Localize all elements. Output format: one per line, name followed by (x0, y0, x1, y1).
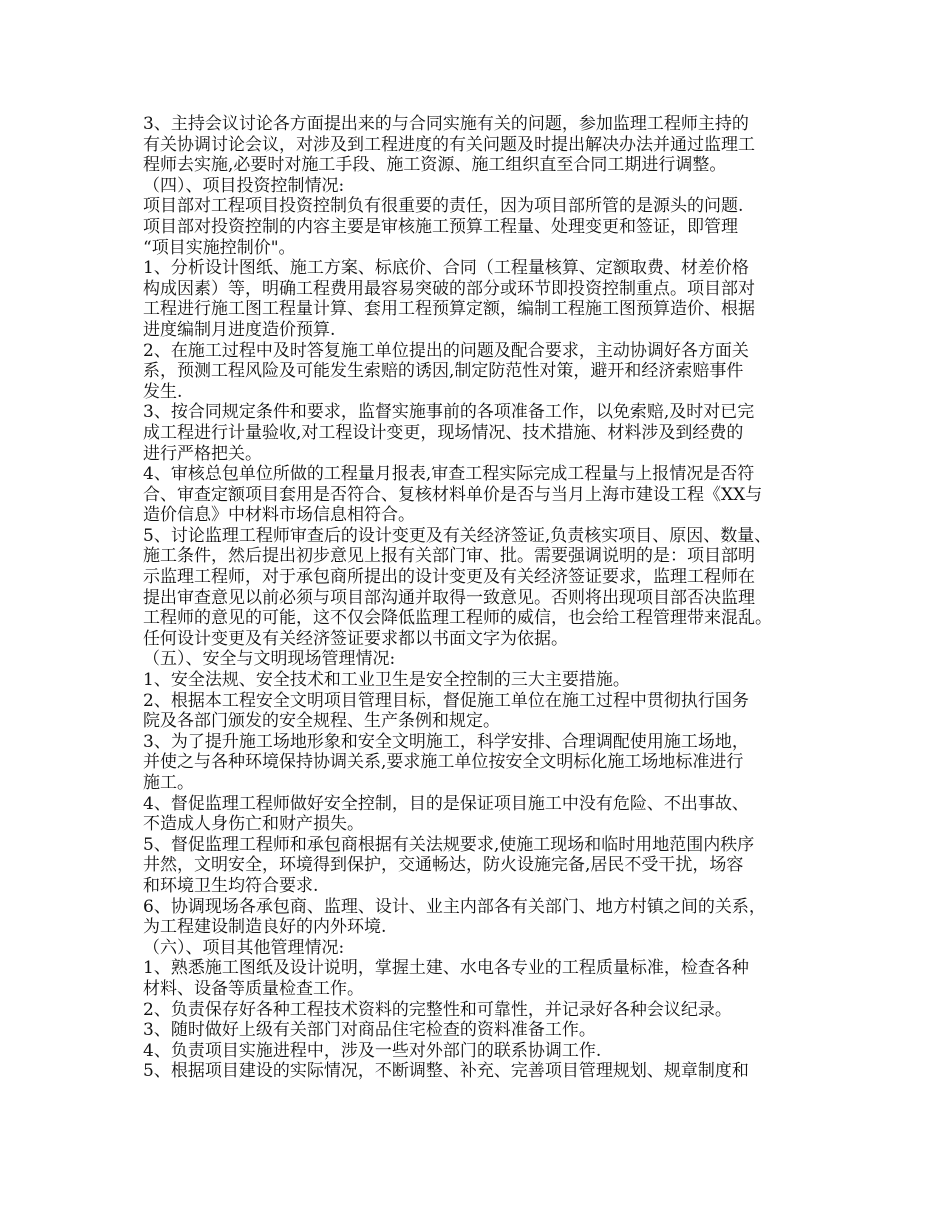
text-line: 5、根据项目建设的实际情况，不断调整、补充、完善项目管理规划、规章制度和 (143, 1061, 749, 1082)
text-line: 1、熟悉施工图纸及设计说明，掌握土建、水电各专业的工程质量标准，检查各种 (143, 958, 749, 979)
text-line: 2、在施工过程中及时答复施工单位提出的问题及配合要求，主动协调好各方面关 (143, 340, 749, 361)
text-line: 进行严格把关。 (143, 443, 262, 464)
text-line: 系，预测工程风险及可能发生索赔的诱因,制定防范性对策，避开和经济索赔事件 (143, 361, 744, 382)
text-line: 5、督促监理工程师和承包商根据有关法规要求,使施工现场和临时用地范围内秩序 (143, 834, 755, 855)
text-line: 3、为了提升施工场地形象和安全文明施工，科学安排、合理调配使用施工场地， (143, 731, 749, 752)
text-line: 程师去实施,必要时对施工手段、施工资源、施工组织直至合同工期进行调整。 (143, 155, 727, 176)
text-line: 发生. (143, 381, 183, 402)
text-line: 进度编制月进度造价预算. (143, 319, 336, 340)
text-line: 合、审查定额项目套用是否符合、复核材料单价是否与当月上海市建设工程《XX与 (143, 484, 763, 505)
text-line: （六）、项目其他管理情况: (143, 937, 345, 958)
text-line: 不造成人身伤亡和财产损失。 (143, 814, 364, 835)
text-line: 井然，文明安全，环境得到保护，交通畅达，防火设施完备,居民不受干扰，场容 (143, 855, 744, 876)
text-line: 项目部对投资控制的内容主要是审核施工预算工程量、处理变更和签证，即管理 (143, 216, 738, 237)
text-line: 2、根据本工程安全文明项目管理目标，督促施工单位在施工过程中贯彻执行国务 (143, 690, 749, 711)
text-line: “项目实施控制价"。 (143, 237, 296, 258)
text-line: 5、讨论监理工程师审查后的设计变更及有关经济签证,负责核实项目、原因、数量、 (143, 525, 772, 546)
text-line: 4、负责项目实施进程中，涉及一些对外部门的联系协调工作. (143, 1040, 602, 1061)
text-line: 2、负责保存好各种工程技术资料的完整性和可靠性，并记录好各种会议纪录。 (143, 999, 732, 1020)
text-line: 任何设计变更及有关经济签证要求都以书面文字为依据。 (143, 628, 568, 649)
text-line: 有关协调讨论会议，对涉及到工程进度的有关问题及时提出解决办法并通过监理工 (143, 134, 755, 155)
text-line: 材料、设备等质量检查工作。 (143, 978, 364, 999)
text-line: 4、督促监理工程师做好安全控制，目的是保证项目施工中没有危险、不出事故、 (143, 793, 749, 814)
text-line: 构成因素）等，明确工程费用最容易突破的部分或环节即投资控制重点。项目部对 (143, 278, 755, 299)
text-line: 1、安全法规、安全技术和工业卫生是安全控制的三大主要措施。 (143, 670, 630, 691)
text-line: 成工程进行计量验收,对工程设计变更，现场情况、技术措施、材料涉及到经费的 (143, 422, 744, 443)
text-line: 工程师的意见的可能，这不仅会降低监理工程师的威信，也会给工程管理带来混乱。 (143, 608, 772, 629)
text-line: 为工程建设制造良好的内外环境. (143, 917, 387, 938)
text-line: 示监理工程师，对于承包商所提出的设计变更及有关经济签证要求，监理工程师在 (143, 567, 755, 588)
text-line: 和环境卫生均符合要求. (143, 875, 319, 896)
text-line: 工程进行施工图工程量计算、套用工程预算定额，编制工程施工图预算造价、根据 (143, 299, 755, 320)
document-body (143, 114, 823, 1082)
text-line: 造价信息》中材料市场信息相符合。 (143, 505, 415, 526)
text-line: 并使之与各种环境保持协调关系,要求施工单位按安全文明标化施工场地标准进行 (143, 752, 744, 773)
text-line: 项目部对工程项目投资控制负有很重要的责任，因为项目部所管的是源头的问题. (143, 196, 744, 217)
text-line: （四）、项目投资控制情况: (143, 175, 345, 196)
text-line: 施工条件，然后提出初步意见上报有关部门审、批。需要强调说明的是：项目部明 (143, 546, 755, 567)
text-line: 6、协调现场各承包商、监理、设计、业主内部各有关部门、地方村镇之间的关系， (143, 896, 766, 917)
text-line: 提出审查意见以前必须与项目部沟通并取得一致意见。否则将出现项目部否决监理 (143, 587, 755, 608)
text-line: 3、随时做好上级有关部门对商品住宅检查的资料准备工作。 (143, 1020, 596, 1041)
text-line: 3、主持会议讨论各方面提出来的与合同实施有关的问题，参加监理工程师主持的 (143, 114, 749, 134)
text-line: 4、审核总包单位所做的工程量月报表,审查工程实际完成工程量与上报情况是否符 (143, 464, 755, 485)
text-line: 3、按合同规定条件和要求，监督实施事前的各项准备工作，以免索赔,及时对已完 (143, 402, 755, 423)
text-line: 施工。 (143, 773, 194, 793)
text-line: （五）、安全与文明现场管理情况: (143, 649, 396, 670)
text-line: 院及各部门颁发的安全规程、生产条例和规定。 (143, 711, 500, 732)
text-line: 1、分析设计图纸、施工方案、标底价、合同（工程量核算、定额取费、材差价格 (143, 258, 749, 279)
